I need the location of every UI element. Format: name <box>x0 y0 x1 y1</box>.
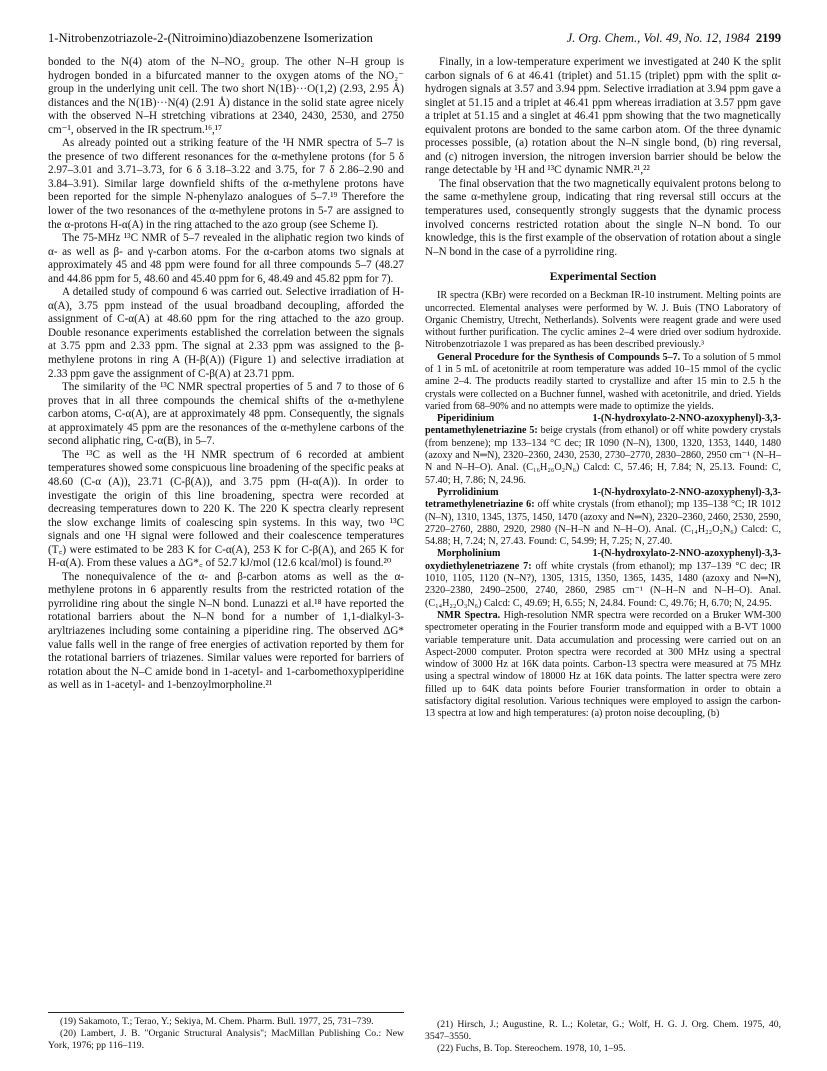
paragraph-text: High-resolution NMR spectra were recorded on a Bruker WM-300 spectrometer operating in the Fourier transform mode and equipped with a B-VT 1000 variable temperature unit. Data accumulation and processing were carried out on an Aspect-2000 computer. Proton spectra were recorded at 300 MHz using a spectral window of 3000 Hz at 16K data points. Carbon-13 spectra were measured at 75 MHz using a spectral window of 18000 Hz at 16K data points. The latter spectra were zero filled up to 64K data points before Fourier transformation in order to obtain a satisfactory digital resolution. Various techniques were employed to assign the carbon-13 spectra at low and high temperatures: (a) proton noise decoupling, (b) <box>425 609 781 720</box>
journal-citation: J. Org. Chem., Vol. 49, No. 12, 1984 <box>566 31 750 45</box>
run-in-heading: General Procedure for the Synthesis of Compounds 5–7. <box>437 351 681 363</box>
run-in-heading: Piperidinium 1-(N-hydroxylato-2-NNO-azoxyphenyl)-3,3-pentamethylenetriazine 5: <box>425 413 781 437</box>
experimental-intro: IR spectra (KBr) were recorded on a Beckman IR-10 instrument. Melting points are uncorrected. Elemental analyses were performed by W. J. Buis (TNO Laboratory of Organic Chemistry, Utrecht, Netherlands). Solvents were reagent grade and were used without further purification. The cyclic amines 2–4 were dried over sodium hydroxide. Nitrobenzotriazole 1 was prepared as has been described previously.³ <box>425 290 781 351</box>
compound-7-paragraph <box>425 548 781 609</box>
running-head-citation <box>567 31 781 46</box>
paragraph-text: To a solution of 5 mmol of 1 in 5 mL of acetonitrile at room temperature was added 10–15 mmol of the cyclic amine 2–4. The products readily started to crystallize and after 15 min to 2.5 h the crystals were collected on a Buchner funnel, washed with acetonitrile, and dried. Yields varied from 68–90% and no attempts were made to optimize the yields. <box>425 351 781 412</box>
page-number: 2199 <box>755 31 781 45</box>
experimental-section-heading: Experimental Section <box>549 270 657 284</box>
paragraph: The similarity of the ¹³C NMR spectral properties of 5 and 7 to those of 6 proves that in all three compounds the chemical shifts of the α-methylene carbon atoms, C-α(A), are at approximately 48 ppm. Consequently, the signals at approximately 45 ppm are the resonances of the α-methylene carbons of the second aliphatic ring, C-α(B), in 5–7. <box>48 381 404 448</box>
paragraph: The ¹³C as well as the ¹H NMR spectrum of 6 recorded at ambient temperatures showed some conspicuous line broadening of the specific peaks at 48.60 (C-α (A)), 23.71 (C-β(A)), and 3.75 ppm (H-α(A)). In order to investigate the origin of this line broadening, spectra were recorded at decreasing temperatures down to 220 K. The 220 K spectra clearly represent the slow exchange limits of coalescing spin systems. In this way, two ¹³C signals and one ¹H signal were followed and their coalescence temperatures (T꜀) were estimated to be 283 K for C-α(A), 253 K for C-β(A), and 265 K for H-α(A). From these values a ΔG*꜀ of 52.7 kJ/mol (12.6 kcal/mol) is found.²⁰ <box>48 448 404 570</box>
paragraph: Finally, in a low-temperature experiment we investigated at 240 K the split carbon signals of 6 at 46.41 (triplet) and 51.15 (triplet) ppm with the split α-hydrogen signals at 3.57 and 3.94 ppm. Selective irradiation at 3.94 ppm gave a singlet at 51.15 and a triplet at 46.41 ppm whereas irradiation at 3.57 ppm gave a triplet at 51.15 and a singlet at 46.41 ppm showing that the two magnetically equivalent protons are bonded to the same carbon atom. Of the three dynamic processes possible, (a) rotation about the N–N single bond, (b) ring reversal, and (c) nitrogen inversion, the nitrogen inversion barrier should be below the range detectable by ¹H and ¹³C dynamic NMR.²¹,²² <box>425 56 781 177</box>
footnotes-left <box>48 1012 404 1051</box>
left-column <box>48 56 404 693</box>
nmr-spectra-paragraph <box>425 610 781 721</box>
footnote: (20) Lambert, J. B. "Organic Structural Analysis"; MacMillan Publishing Co.: New York, 1976; pp 116–119. <box>48 1027 404 1051</box>
paragraph: The final observation that the two magnetically equivalent protons belong to the same α-methylene group, indicating that ring reversal still occurs at the temperatures used, consequently strongly suggests that the dynamic process involved concerns restricted rotation about the single N–N bond. To our knowledge, this is the first example of the observation of rotation about a single N–N bond in the case of a pyrrolidine ring. <box>425 177 781 258</box>
paragraph-text: off white crystals (from ethanol); mp 137–139 °C dec; IR 1010, 1105, 1120 (N–N?), 1305, 1315, 1350, 1365, 1435, 1480 (azoxy and N═N), 2320–2380, 2490–2500, 2740, 2860, 2985 cm⁻¹ (N–H–N and N–H–O). Anal. (C₁₄H₂₂O₃N₆) Calcd: C, 49.69; H, 6.55; N, 24.84. Found: C, 49.76; H, 6.70; N, 24.95. <box>425 560 781 609</box>
running-head-title: 1-Nitrobenzotriazole-2-(Nitroimino)diazobenzene Isomerization <box>48 31 373 45</box>
paragraph-text: off white crystals (from ethanol); mp 135–138 °C; IR 1012 (N–N), 1310, 1345, 1375, 1450, 1470 (azoxy and N═N), 2320–2360, 2460, 2530, 2590, 2720–2760, 2880, 2920, 2980 (N–H–N and N–H–O). Anal. (C₁₄H₂₂O₂N₆) Calcd: C, 54.88; H, 7.24; N, 27.43. Found: C, 54.99; H, 7.25; N, 27.40. <box>425 499 781 548</box>
footnote-rule <box>48 1012 404 1013</box>
run-in-heading: Pyrrolidinium 1-(N-hydroxylato-2-NNO-azoxyphenyl)-3,3-tetramethylenetriazine 6: <box>425 486 781 511</box>
footnotes-right <box>425 1019 781 1054</box>
paragraph: As already pointed out a striking feature of the ¹H NMR spectra of 5–7 is the presence of two different resonances for the α-methylene protons (for 5 δ 2.97–3.01 and 3.71–3.73, for 6 δ 3.18–3.22 and 3.75, for 7 δ 2.86–2.90 and 3.84–3.91). Similar large downfield shifts of the α-methylene protons have been reported for the simple N-phenylazo analogues of 5–7.¹⁹ Therefore the lower of the two resonances of the α-methylene protons in 5-7 are assigned to the α-protons H-α(A) in the ring attached to the azo group (see Scheme I). <box>48 137 404 231</box>
compound-5-paragraph <box>425 413 781 487</box>
compound-6-paragraph <box>425 487 781 548</box>
paragraph-text: beige crystals (from ethanol) or off white powdery crystals (from benzene); mp 133–134 °C dec; IR 1090 (N–N), 1300, 1320, 1353, 1440, 1480 (azoxy and N═N), 2320–2360, 2430, 2530, 2730–2770, 2830–2860, 2950 cm⁻¹ (N–H–N and N–H–O). Anal. (C₁₆H₂₆O₂N₆) Calcd: C, 57.46; H, 7.84; N, 25.13. Found: C, 57.40; H, 7.86; N, 24.96. <box>425 425 781 486</box>
paragraph: The nonequivalence of the α- and β-carbon atoms as well as the α-methylene protons in 6 apparently results from the restricted rotation of the pyrrolidine ring about the single N–N bond. Lunazzi et al.¹⁸ have reported the rotational barriers about the N–N bond for a number of 1,1-dialkyl-3-aryltriazenes including some containing a piperidine ring. The observed ΔG* value falls well in the range of free energies of activation reported by them for the rotational barriers of triazenes. Similar values were reported for barriers of rotation about the N–C amide bond in 1-acetyl- and 1-carbomethoxypiperidine as well as in 1-acetyl- and 1-benzoylmorpholine.²¹ <box>48 570 404 692</box>
footnote: (19) Sakamoto, T.; Terao, Y.; Sekiya, M. Chem. Pharm. Bull. 1977, 25, 731–739. <box>60 1016 374 1027</box>
paragraph: A detailed study of compound 6 was carried out. Selective irradiation of H-α(A), 3.75 ppm instead of the usual broadband decoupling, afforded the assignment of C-α(A) at 48.60 ppm for the ring attached to the azo group. Double resonance experiments established the correlation between the signals at 3.75 ppm and 2.33 ppm. The signal at 2.33 ppm was assigned to the β-methylene protons in ring A (H-β(A)) (Figure 1) and selective irradiation at 2.33 ppm gave the assignment of C-β(A) at 23.71 ppm. <box>48 286 404 380</box>
run-in-heading: Morpholinium 1-(N-hydroxylato-2-NNO-azoxyphenyl)-3,3-oxydiethylenetriazene 7: <box>425 548 781 572</box>
experimental-section <box>425 290 781 720</box>
footnote: (21) Hirsch, J.; Augustine, R. L.; Koletar, G.; Wolf, H. G. J. Org. Chem. 1975, 40, 3547–3550. <box>425 1019 781 1042</box>
run-in-heading: NMR Spectra. <box>437 609 501 621</box>
paragraph: bonded to the N(4) atom of the N–NO₂ group. The other N–H group is hydrogen bonded in a bifurcated manner to the oxygen atoms of the NO₂⁻ group in the underlying unit cell. The two short N(1B)···O(1,2) (2.93, 2.95 Å) distances and the N(1B)···N(4) (2.91 Å) distance in the solid state agree nicely with the observed N–H stretching vibrations at 2340, 2430, 2530, and 2750 cm⁻¹, observed in the IR spectrum.¹⁶,¹⁷ <box>48 56 404 136</box>
right-column <box>425 56 781 721</box>
paragraph: The 75-MHz ¹³C NMR of 5–7 revealed in the aliphatic region two kinds of α- as well as β- and γ-carbon atoms. For the α-carbon atoms two signals at approximately 45 and 48 ppm were found for all three compounds 5–7 (48.27 and 44.86 ppm for 5, 48.60 and 45.40 ppm for 6, 48.49 and 45.82 ppm for 7). <box>48 232 404 285</box>
general-procedure-paragraph <box>425 352 781 413</box>
footnote: (22) Fuchs, B. Top. Stereochem. 1978, 10, 1–95. <box>437 1042 626 1054</box>
